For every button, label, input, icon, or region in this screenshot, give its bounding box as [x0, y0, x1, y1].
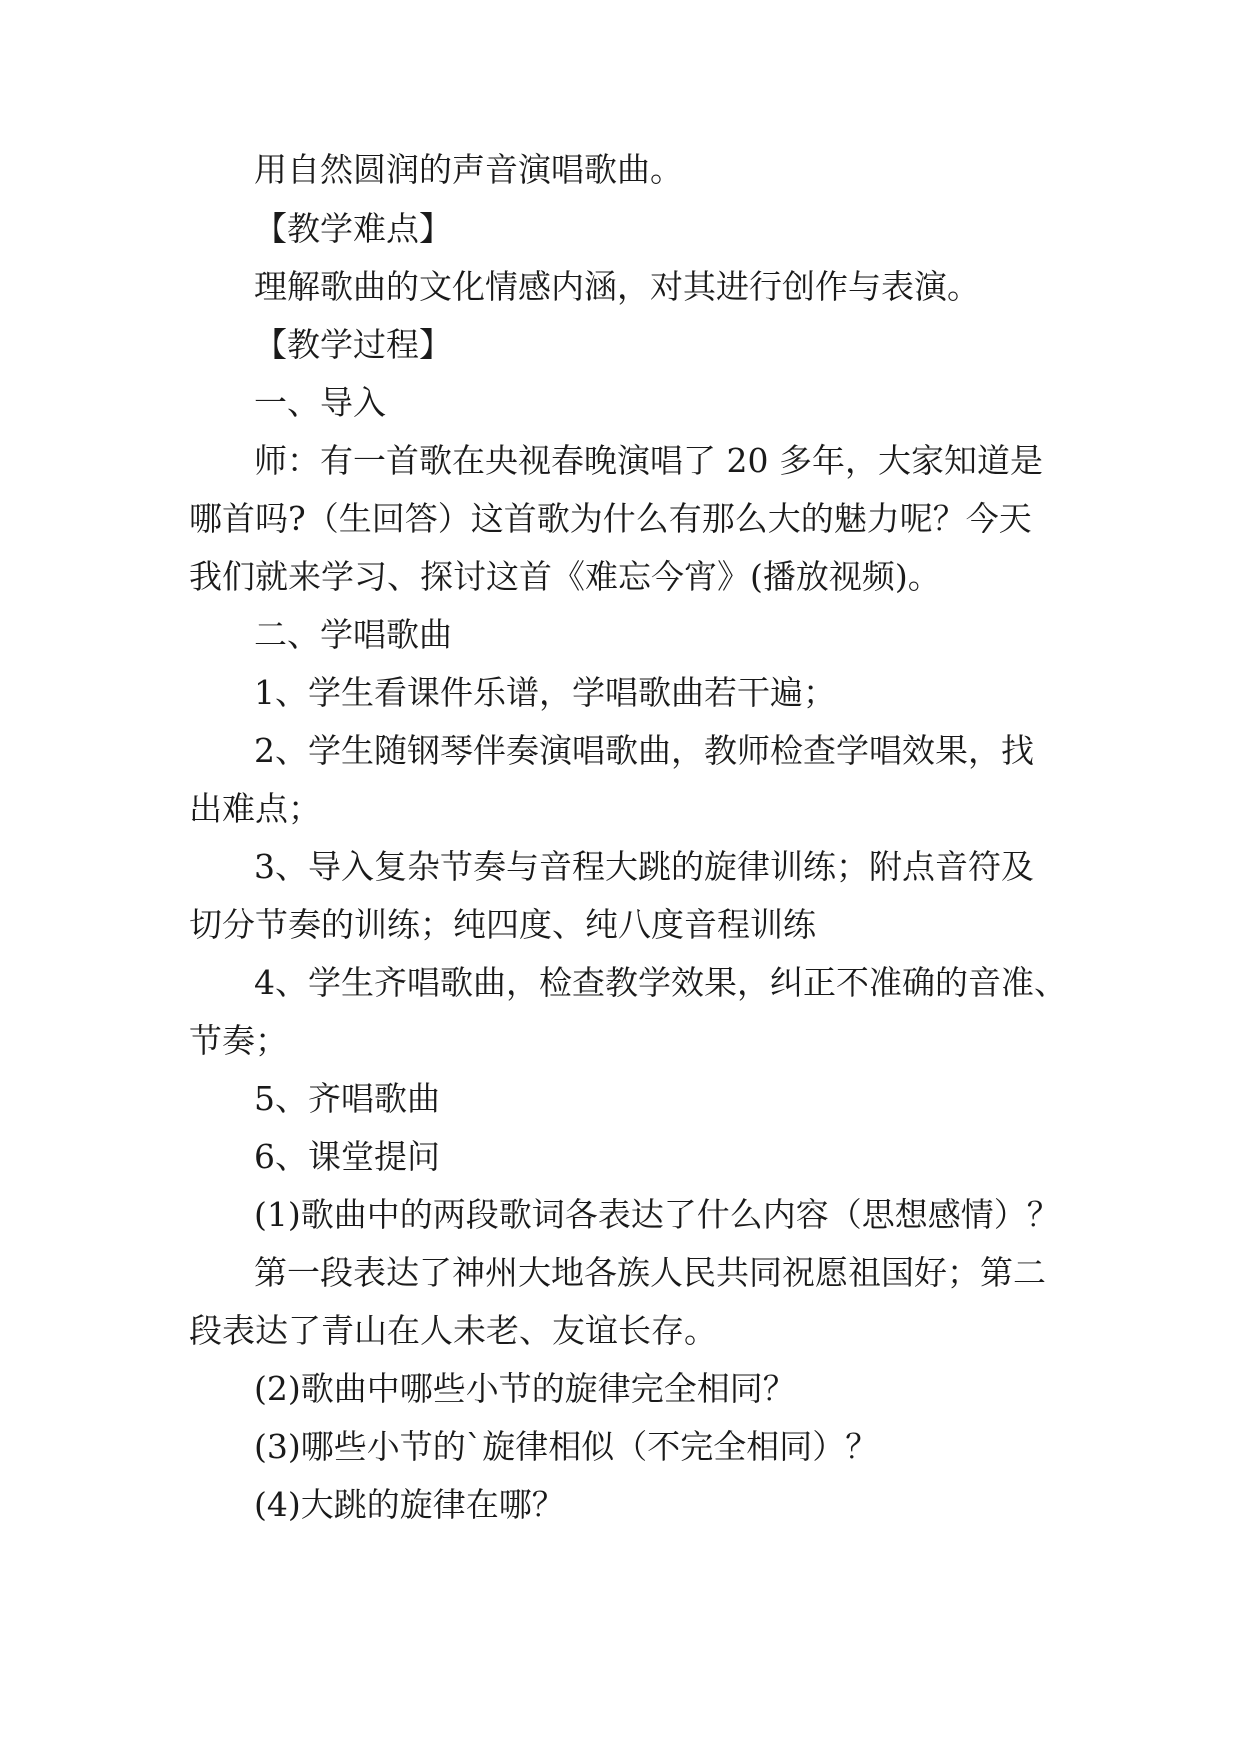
text-line: 切分节奏的训练；纯四度、纯八度音程训练 [189, 905, 816, 944]
question-item: (2)歌曲中哪些小节的旋律完全相同？ [254, 1369, 796, 1408]
list-item: 2、学生随钢琴伴奏演唱歌曲，教师检查学唱效果，找 [254, 731, 1034, 770]
text-line: 段表达了青山在人未老、友谊长存。 [189, 1311, 717, 1350]
text-line: 哪首吗?（生回答）这首歌为什么有那么大的魅力呢？今天 [189, 499, 1032, 538]
section-heading: 【教学过程】 [254, 325, 452, 364]
text-line: 第一段表达了神州大地各族人民共同祝愿祖国好；第二 [254, 1253, 1046, 1292]
list-item: 1、学生看课件乐谱，学唱歌曲若干遍； [254, 673, 836, 712]
list-item: 6、课堂提问 [254, 1137, 440, 1176]
text-line: 理解歌曲的文化情感内涵，对其进行创作与表演。 [254, 267, 980, 306]
subheading: 二、学唱歌曲 [254, 615, 452, 654]
text-line: 用自然圆润的声音演唱歌曲。 [254, 150, 683, 189]
text-line: 出难点； [189, 789, 321, 828]
question-item: (4)大跳的旋律在哪？ [254, 1485, 565, 1524]
question-item: (1)歌曲中的两段歌词各表达了什么内容（思想感情）？ [254, 1195, 1060, 1234]
list-item: 3、导入复杂节奏与音程大跳的旋律训练；附点音符及 [254, 847, 1034, 886]
text-line: 师：有一首歌在央视春晚演唱了 20 多年，大家知道是 [254, 441, 1043, 480]
section-heading: 【教学难点】 [254, 209, 452, 248]
subheading: 一、导入 [254, 383, 386, 422]
list-item: 5、齐唱歌曲 [254, 1079, 440, 1118]
text-line: 我们就来学习、探讨这首《难忘今宵》(播放视频)。 [189, 557, 941, 596]
list-item: 4、学生齐唱歌曲，检查教学效果，纠正不准确的音准、 [254, 963, 1067, 1002]
question-item: (3)哪些小节的`旋律相似（不完全相同）？ [254, 1427, 879, 1466]
text-line: 节奏； [189, 1021, 288, 1060]
